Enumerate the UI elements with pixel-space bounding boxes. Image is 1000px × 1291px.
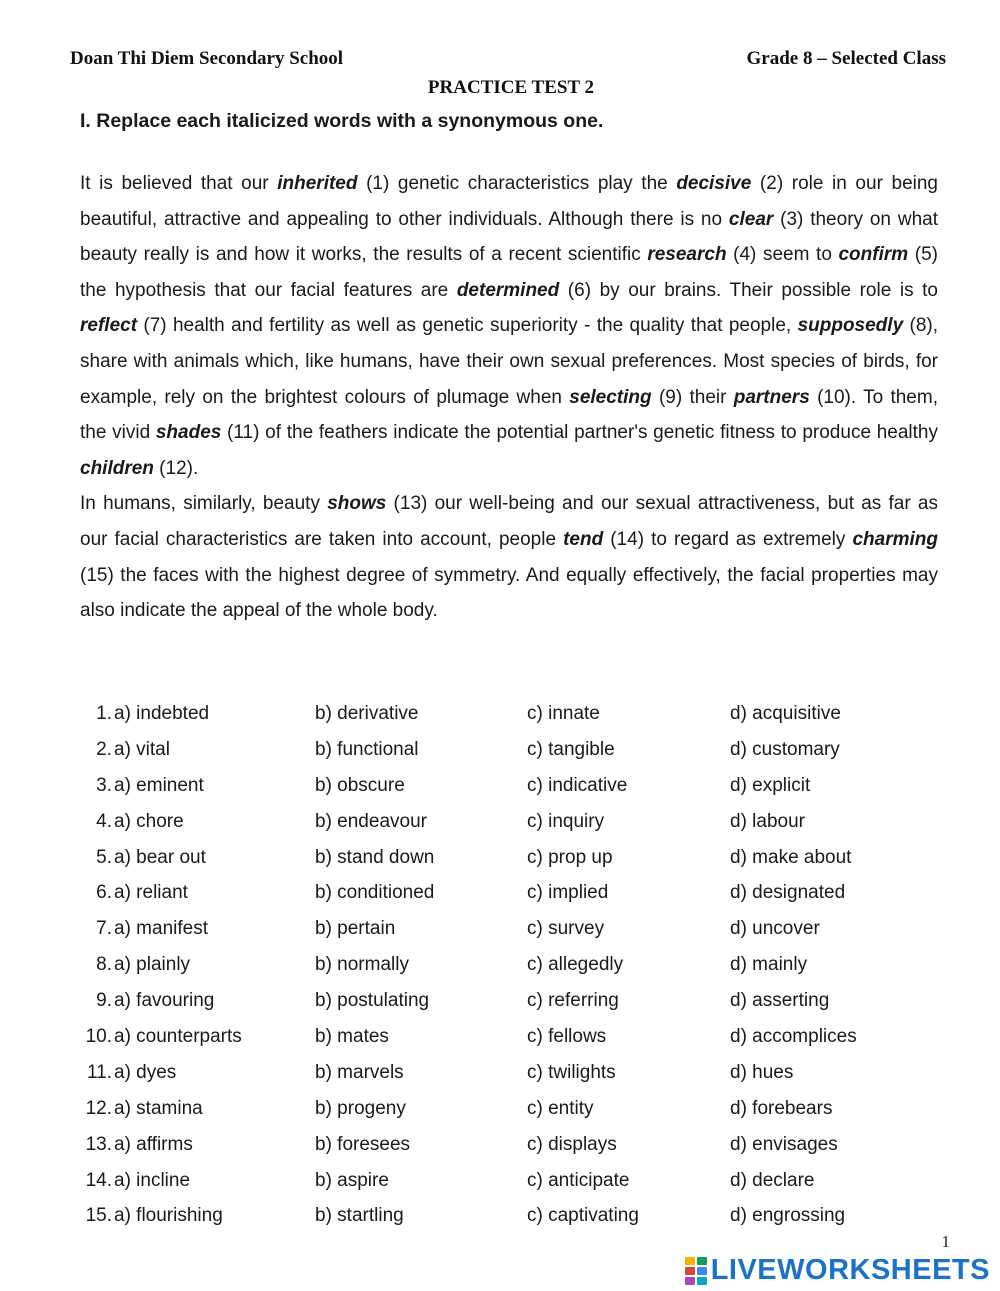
option-d: d) accomplices (730, 1026, 857, 1048)
logo-square (685, 1277, 695, 1285)
option-b: b) postulating (315, 990, 430, 1012)
option-d: d) asserting (730, 990, 830, 1012)
question-number: 15. (85, 1205, 112, 1227)
question-row (78, 983, 938, 1019)
option-d: d) explicit (730, 774, 811, 796)
option-c: c) inquiry (527, 810, 605, 832)
keyword-3: clear (728, 208, 774, 230)
passage-text: (5) the hypothesis that our facial features are (80, 244, 938, 301)
keyword-5: confirm (838, 244, 909, 266)
question-number: 9. (96, 990, 112, 1012)
liveworksheets-logo-icon (685, 1257, 707, 1285)
question-number: 5. (96, 846, 112, 868)
option-d: d) mainly (730, 954, 808, 976)
passage-text: (1) genetic characteristics play the (357, 173, 677, 194)
passage-text: In humans, similarly, beauty (80, 493, 328, 515)
keyword-9: selecting (569, 386, 652, 408)
passage-paragraph-2 (80, 486, 938, 628)
option-c: c) displays (527, 1133, 617, 1155)
page-number: 1 (941, 1232, 950, 1251)
keyword-4: research (647, 244, 727, 266)
question-number: 7. (96, 918, 112, 940)
question-number: 10. (85, 1026, 112, 1048)
option-c: c) indicative (527, 774, 628, 796)
question-row (78, 696, 938, 732)
option-a: a) flourishing (114, 1205, 223, 1227)
passage-text: (15) the faces with the highest degree of symmetry. And equally effectively, the facial properties may also indicate the appeal of the whole body. (80, 564, 938, 622)
question-number: 6. (96, 882, 112, 904)
passage-text: (7) health and fertility as well as genetic superiority - the quality that people, (137, 315, 798, 337)
question-number: 8. (96, 954, 112, 976)
question-row (78, 1055, 938, 1091)
passage-text: (12). (153, 457, 199, 479)
option-b: b) obscure (315, 774, 405, 796)
passage-text: It is believed that our (80, 173, 278, 194)
option-b: b) mates (315, 1026, 389, 1048)
logo-square (697, 1277, 707, 1285)
reading-passage (80, 166, 938, 629)
option-d: d) customary (730, 738, 840, 760)
option-d: d) uncover (730, 918, 820, 940)
option-a: a) stamina (114, 1097, 203, 1119)
question-number: 14. (85, 1169, 112, 1191)
option-b: b) normally (315, 954, 409, 976)
keyword-12: children (80, 457, 154, 479)
keyword-7: reflect (80, 315, 138, 337)
option-a: a) incline (114, 1169, 191, 1191)
question-row (78, 911, 938, 947)
passage-text: (4) seem to (726, 244, 839, 266)
option-c: c) survey (527, 918, 605, 940)
question-row (78, 875, 938, 911)
question-number: 13. (85, 1133, 112, 1155)
option-b: b) startling (315, 1205, 404, 1227)
keyword-13: shows (327, 493, 387, 515)
liveworksheets-brand[interactable] (685, 1254, 990, 1287)
option-d: d) make about (730, 846, 852, 868)
section-heading: I. Replace each italicized words with a synonymous one. (80, 110, 604, 132)
option-a: a) reliant (114, 882, 188, 904)
option-a: a) counterparts (114, 1026, 242, 1048)
option-c: c) allegedly (527, 954, 624, 976)
question-row (78, 1198, 938, 1234)
logo-square (685, 1267, 695, 1275)
answer-options-list (78, 696, 938, 1234)
keyword-8: supposedly (797, 315, 904, 337)
question-number: 11. (86, 1061, 112, 1083)
option-d: d) acquisitive (730, 703, 841, 724)
option-b: b) aspire (315, 1169, 389, 1191)
option-c: c) anticipate (527, 1169, 630, 1191)
option-c: c) entity (527, 1097, 594, 1119)
keyword-14: tend (563, 528, 604, 550)
keyword-11: shades (155, 422, 222, 444)
option-d: d) forebears (730, 1097, 833, 1119)
option-b: b) progeny (315, 1097, 406, 1119)
option-c: c) fellows (527, 1026, 607, 1048)
question-number: 2. (96, 738, 112, 760)
option-d: d) designated (730, 882, 846, 904)
option-c: c) implied (527, 882, 609, 904)
option-a: a) affirms (114, 1133, 193, 1155)
question-row (78, 1019, 938, 1055)
passage-text: (3) theory on what beauty really is and how it works, the results of a recent scientific (80, 208, 938, 266)
option-c: c) twilights (527, 1061, 616, 1083)
keyword-10: partners (733, 386, 810, 408)
option-b: b) marvels (315, 1061, 404, 1083)
option-d: d) declare (730, 1169, 815, 1191)
passage-text: (13) our well-being and our sexual attractiveness, but as far as our facial characteristics are taken into account, people (80, 493, 938, 550)
passage-text: (14) to regard as extremely (603, 528, 853, 550)
question-row (78, 732, 938, 768)
logo-square (685, 1257, 695, 1265)
option-c: c) captivating (527, 1205, 639, 1227)
question-number: 12. (85, 1097, 112, 1119)
option-a: a) eminent (114, 774, 204, 796)
keyword-2: decisive (676, 173, 752, 194)
question-number: 1. (96, 703, 112, 724)
option-b: b) conditioned (315, 882, 435, 904)
keyword-1: inherited (277, 173, 358, 194)
option-a: a) vital (114, 738, 170, 760)
option-a: a) chore (114, 810, 184, 832)
question-number: 4. (96, 810, 112, 832)
logo-square (697, 1257, 707, 1265)
option-a: a) manifest (114, 918, 208, 940)
option-c: c) referring (527, 990, 619, 1012)
question-row (78, 840, 938, 876)
option-a: a) bear out (114, 846, 206, 868)
passage-text: (6) by our brains. Their possible role is to (559, 279, 938, 301)
question-row (78, 1127, 938, 1163)
option-b: b) endeavour (315, 810, 427, 832)
option-b: b) stand down (315, 846, 435, 868)
option-a: a) plainly (114, 954, 191, 976)
keyword-6: determined (456, 279, 560, 301)
question-row (78, 804, 938, 840)
question-row (78, 768, 938, 804)
logo-square (697, 1267, 707, 1275)
passage-text: (11) of the feathers indicate the potential partner's genetic fitness to produce healthy (221, 422, 938, 444)
option-a: a) indebted (114, 703, 210, 724)
passage-text: (8), share with animals which, like humans, have their own sexual preferences. Most species of birds, for example, rely on the brightest colours of plumage when (80, 315, 939, 408)
question-row (78, 947, 938, 983)
option-c: c) tangible (527, 738, 615, 760)
option-b: b) derivative (315, 703, 419, 724)
question-number: 3. (96, 774, 112, 796)
passage-text: (2) role in our being beautiful, attractive and appealing to other individuals. Although there is no (80, 173, 938, 230)
option-b: b) functional (315, 738, 419, 760)
option-d: d) engrossing (730, 1205, 846, 1227)
passage-text: (9) their (651, 386, 734, 408)
option-b: b) foresees (315, 1133, 411, 1155)
option-d: d) envisages (730, 1133, 838, 1155)
grade-label: Grade 8 – Selected Class (746, 48, 946, 69)
option-d: d) hues (730, 1061, 794, 1083)
question-row (78, 1091, 938, 1127)
option-a: a) dyes (114, 1061, 177, 1083)
option-b: b) pertain (315, 918, 396, 940)
question-row (78, 1163, 938, 1199)
option-a: a) favouring (114, 990, 215, 1012)
option-c: c) innate (527, 703, 600, 724)
page-title: PRACTICE TEST 2 (427, 77, 595, 98)
option-d: d) labour (730, 810, 805, 832)
passage-text: (10). To them, the vivid (80, 386, 938, 444)
option-c: c) prop up (527, 846, 613, 868)
school-name: Doan Thi Diem Secondary School (70, 48, 344, 69)
brand-name: LIVEWORKSHEETS (710, 1254, 990, 1286)
keyword-15: charming (852, 528, 938, 550)
passage-paragraph-1 (80, 166, 938, 486)
